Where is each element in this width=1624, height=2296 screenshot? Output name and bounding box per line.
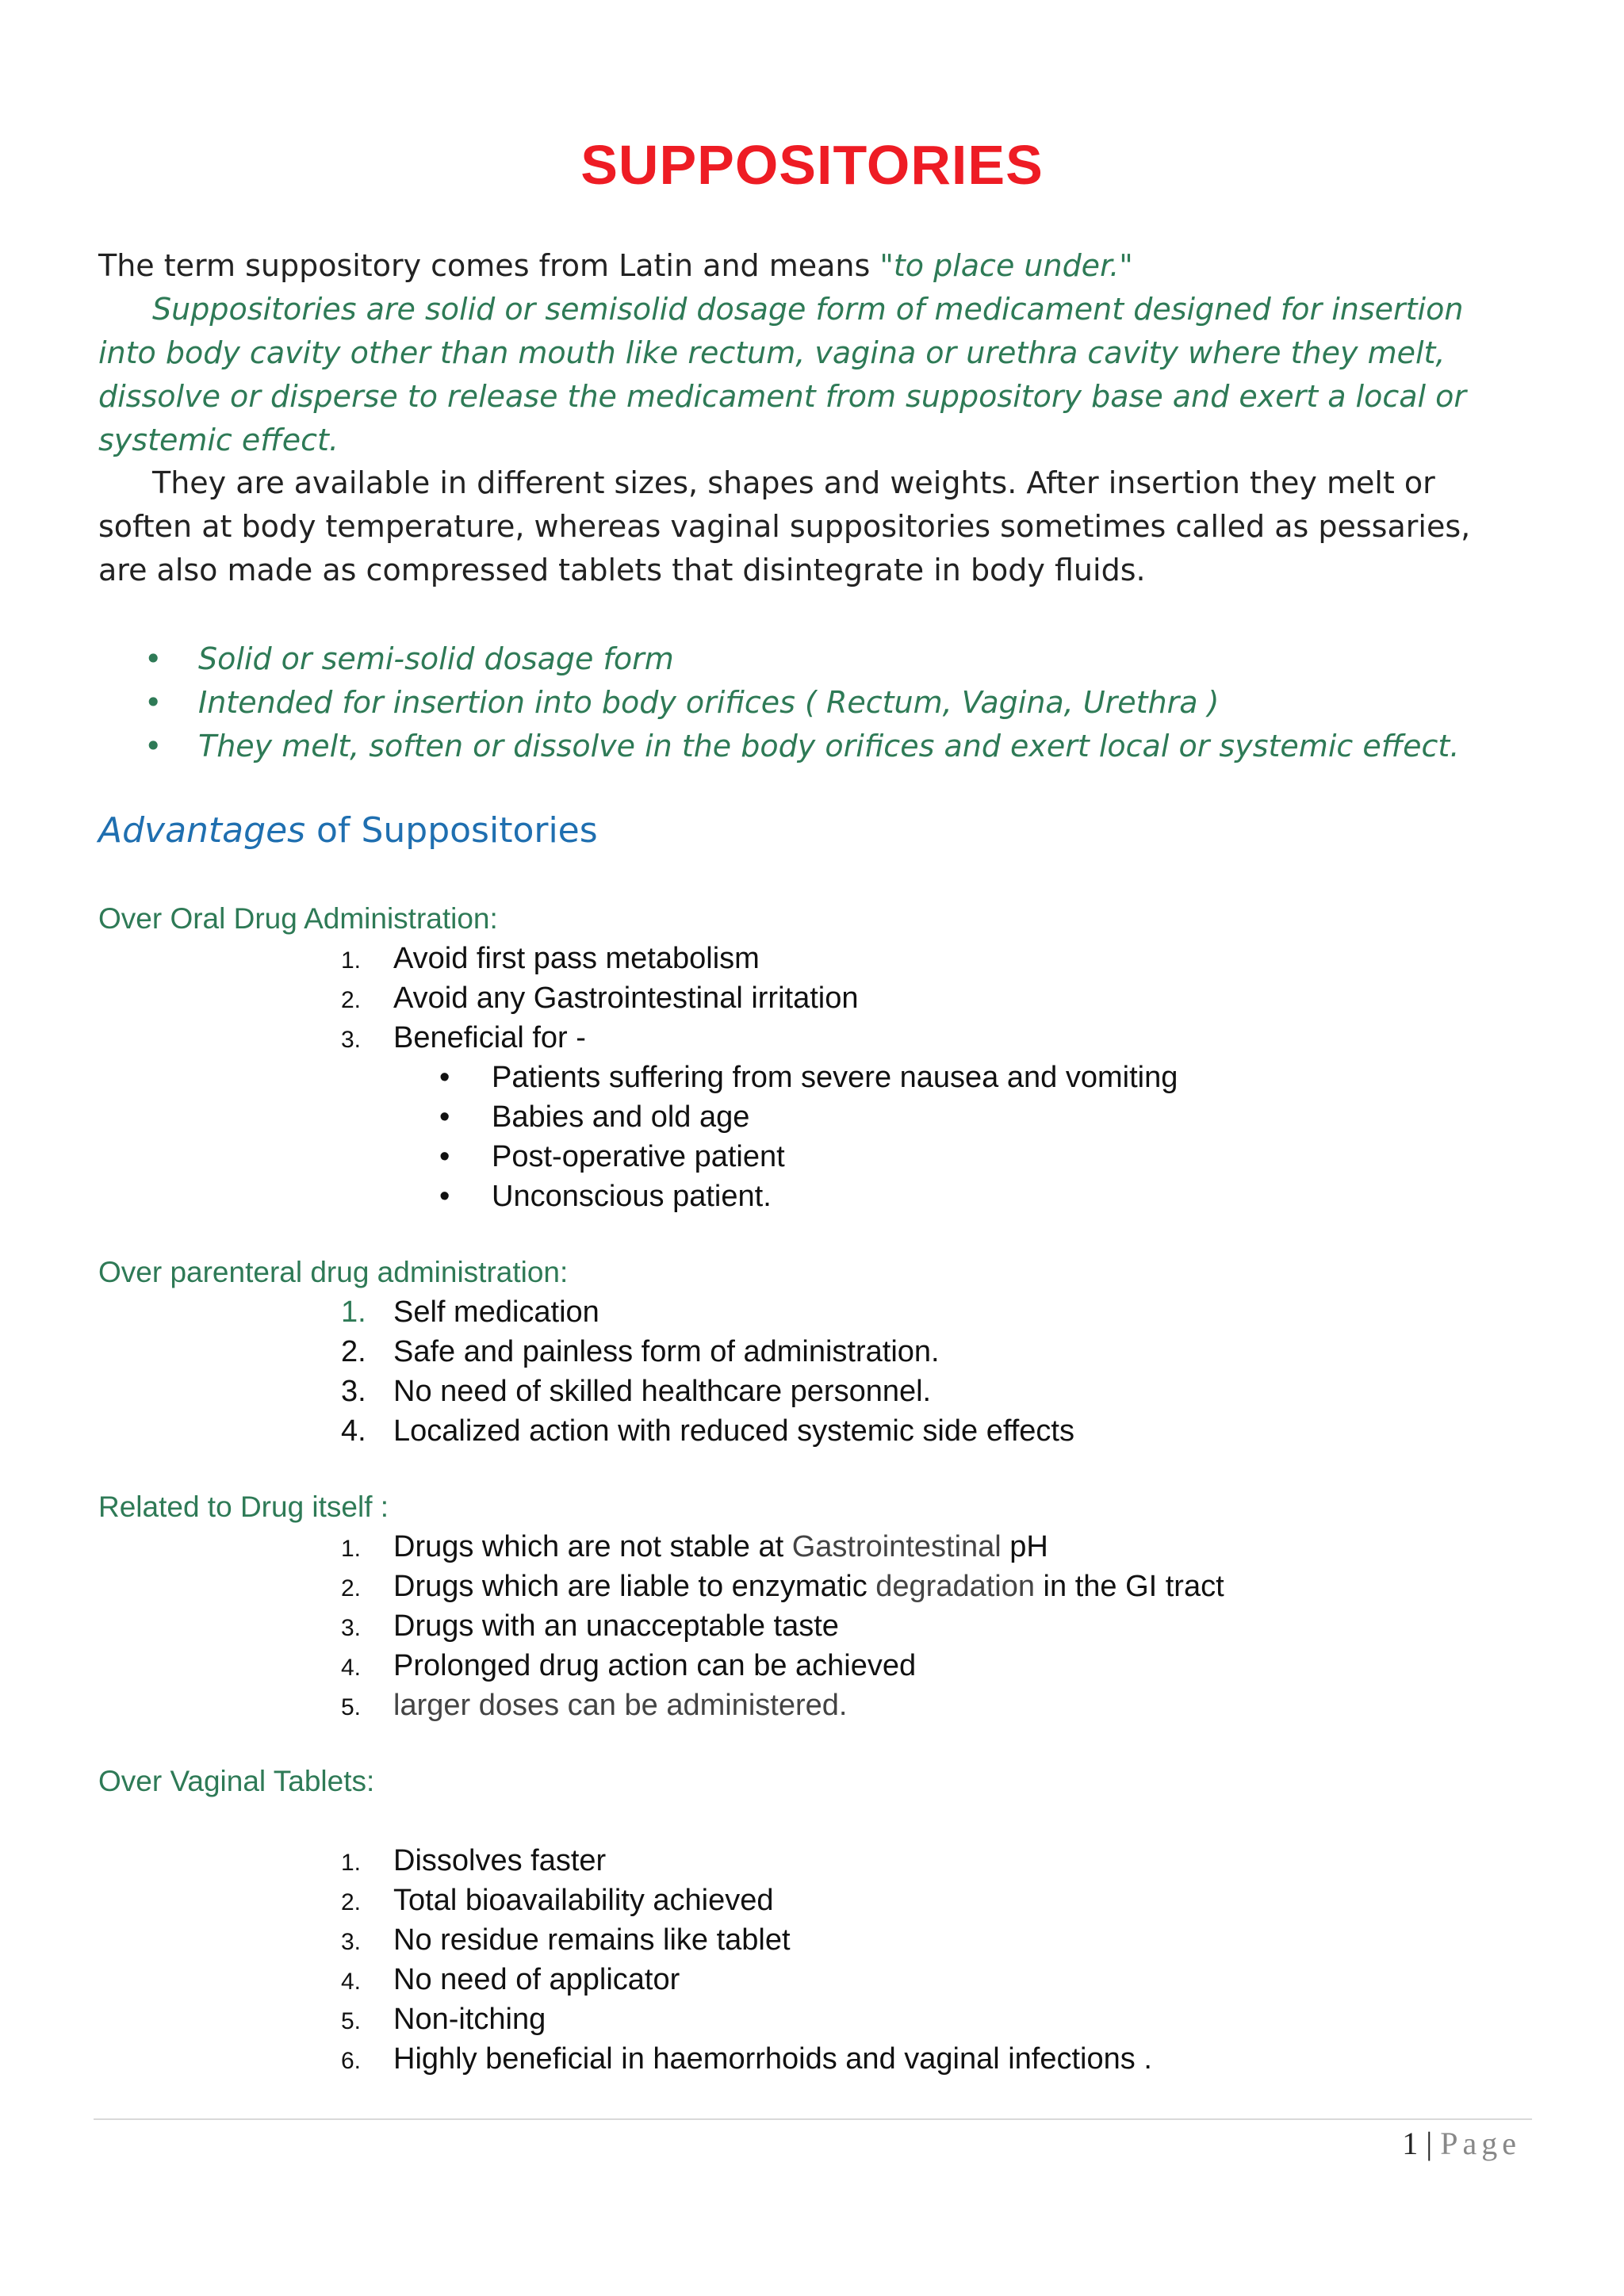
definition-text: Suppositories are solid or semisolid dosage form of medicament designed for insertion into body cavity other than mouth like rectum, vagina or urethra cavity where they melt, dissolve or disperse to release the medicament from suppository base and exert a local or systemic effect. (98, 292, 1467, 457)
oral-advantages-list (341, 939, 1178, 1216)
key-points-list (144, 637, 1459, 768)
list-item: • Solid or semi-solid dosage form (144, 637, 1459, 681)
bullet-icon: • (439, 1140, 450, 1173)
bullet-icon: • (144, 641, 163, 676)
bullet-icon: • (439, 1180, 450, 1213)
list-item: • Intended for insertion into body orifices ( Rectum, Vagina, Urethra ) (144, 681, 1459, 725)
list-item: 2. Drugs which are liable to enzymatic degradation in the GI tract (341, 1570, 1224, 1603)
bullet-icon: • (144, 729, 163, 763)
list-item: 1. Self medication (341, 1295, 599, 1329)
list-item: 6. Highly beneficial in haemorrhoids and vaginal infections . (341, 2042, 1152, 2076)
list-item: • Babies and old age (393, 1097, 1178, 1137)
list-item: 3. Drugs with an unacceptable taste (341, 1609, 839, 1643)
list-item: 1. Drugs which are not stable at Gastrointestinal pH (341, 1530, 1048, 1563)
list-item: • Post-operative patient (393, 1137, 1178, 1177)
list-item: • Patients suffering from severe nausea and vomiting (393, 1058, 1178, 1097)
list-item: 5. Non-itching (341, 2003, 546, 2036)
list-item: 1. Avoid first pass metabolism (341, 942, 760, 975)
list-item: 3. No need of skilled healthcare personnel. (341, 1375, 932, 1408)
description-paragraph (98, 461, 1510, 592)
oral-heading: Over Oral Drug Administration: (98, 902, 498, 935)
page-footer: 1 | Page (1402, 2126, 1521, 2161)
list-item: • They melt, soften or dissolve in the body orifices and exert local or systemic effect. (144, 725, 1459, 768)
footer-divider (94, 2118, 1532, 2120)
vaginal-heading: Over Vaginal Tablets: (98, 1765, 375, 1797)
parenteral-advantages-list (341, 1292, 1074, 1451)
list-item: 2. Total bioavailability achieved (341, 1884, 774, 1917)
page-number: 1 (1402, 2126, 1419, 2161)
list-item: 3. No residue remains like tablet (341, 1923, 791, 1957)
page-label: Page (1440, 2126, 1521, 2161)
drug-advantages-list (341, 1527, 1224, 1725)
list-item: 5. larger doses can be administered. (341, 1689, 848, 1722)
bullet-icon: • (439, 1100, 450, 1134)
list-item: 1. Dissolves faster (341, 1844, 607, 1877)
list-item: 3. Beneficial for - • Patients suffering from severe nausea and vomiting • Babies and old age • Post-operative patient • Unconscious patient. (341, 1018, 1178, 1216)
page-title: SUPPOSITORIES (580, 134, 1044, 196)
drug-heading: Related to Drug itself : (98, 1490, 389, 1523)
vaginal-advantages-list (341, 1841, 1152, 2079)
intro-quote: "to place under." (879, 248, 1133, 283)
list-item: 2. Avoid any Gastrointestinal irritation (341, 982, 859, 1015)
list-item: • Unconscious patient. (393, 1177, 1178, 1216)
intro-lead: The term suppository comes from Latin and means (98, 248, 880, 283)
bullet-icon: • (439, 1061, 450, 1094)
beneficial-for-list (393, 1058, 1178, 1216)
description-text: They are available in different sizes, shapes and weights. After insertion they melt or soften at body temperature, whereas vaginal suppositories sometimes called as pessaries, are also made as compressed tablets that disintegrate in body fluids. (98, 465, 1471, 587)
list-item: 2. Safe and painless form of administration. (341, 1335, 940, 1368)
bullet-icon: • (144, 685, 163, 720)
list-item: 4. Localized action with reduced systemic side effects (341, 1414, 1074, 1448)
parenteral-heading: Over parenteral drug administration: (98, 1256, 569, 1288)
list-item: 4. Prolonged drug action can be achieved (341, 1649, 917, 1682)
list-item: 4. No need of applicator (341, 1963, 680, 1996)
intro-paragraph (98, 244, 1510, 462)
advantages-heading: Advantages of Suppositories (98, 810, 598, 851)
